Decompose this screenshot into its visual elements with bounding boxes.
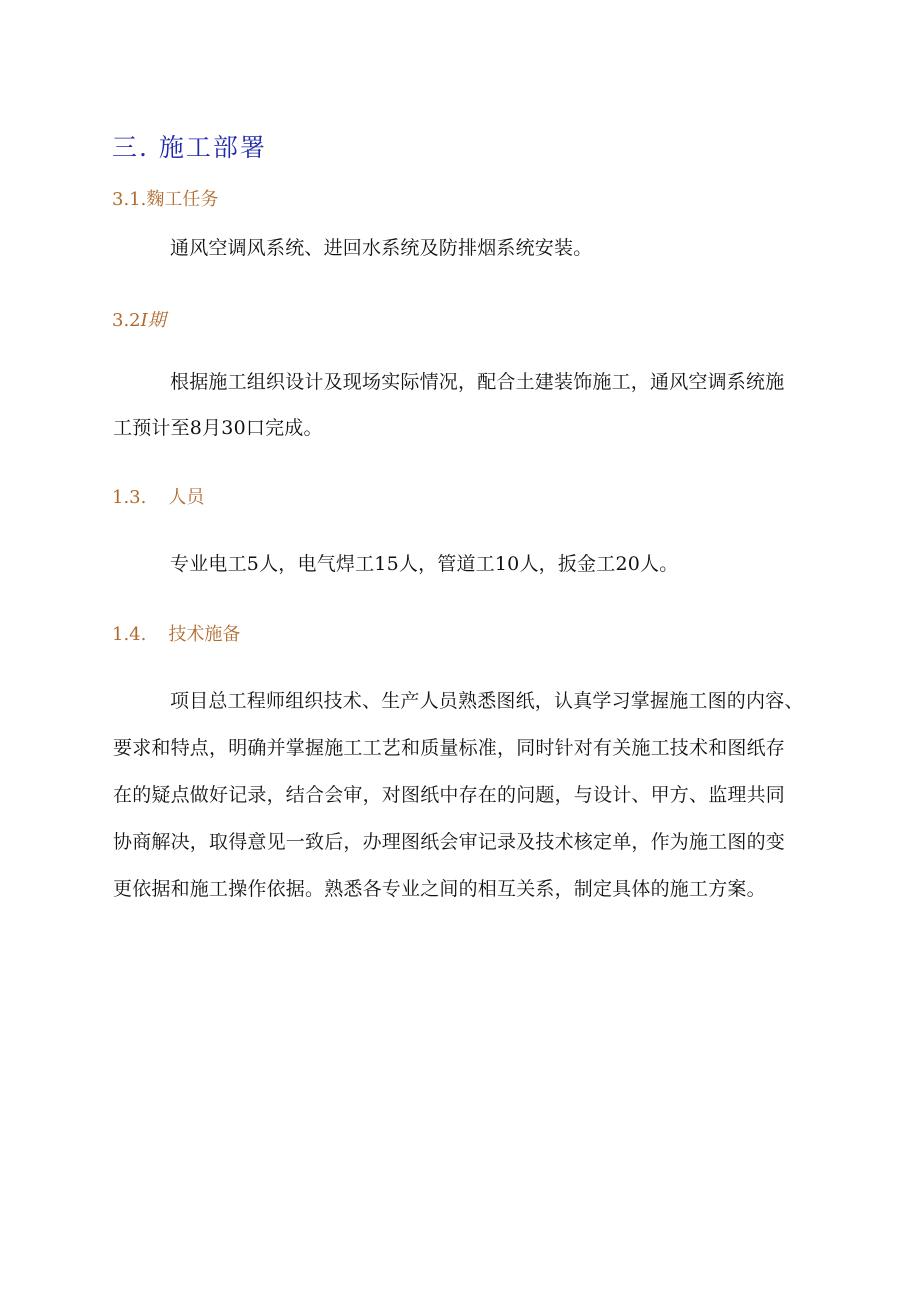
section-heading-1-4 — [112, 620, 240, 646]
section-heading-3-1 — [112, 185, 218, 211]
paragraph-line: 在的疑点做好记录，结合会审，对图纸中存在的问题，与设计、甲方、监理共同 — [113, 784, 786, 806]
section-number: 1.4. — [112, 624, 147, 645]
chapter-title: 三. 施工部署 — [112, 133, 267, 162]
section-title: 人员 — [168, 487, 205, 508]
paragraph-line: 协商解决，取得意见一致后，办理图纸会审记录及技术核定单，作为施工图的变 — [113, 831, 786, 853]
paragraph-line: 要求和特点，明确并掌握施工工艺和质量标准，同时针对有关施工技术和图纸存 — [113, 737, 786, 759]
paragraph-line: 专业电工5人，电气焊工15人，管道工10人，扳金工20人。 — [170, 553, 679, 575]
section-number: 3.2 — [112, 310, 141, 331]
paragraph-line: 根据施工组织设计及现场实际情况，配合土建装饰施工，通风空调系统施 — [170, 371, 785, 393]
section-title: I期 — [140, 310, 166, 331]
section-title: 麴工任务 — [146, 189, 219, 210]
section-heading-1-3 — [112, 483, 204, 509]
paragraph-line: 更依据和施工操作依据。熟悉各专业之间的相互关系，制定具体的施工方案。 — [113, 878, 766, 900]
section-number: 3.1. — [112, 189, 147, 210]
paragraph-line: 工预计至8月30口完成。 — [113, 417, 323, 439]
paragraph-line: 项目总工程师组织技术、生产人员熟悉图纸，认真学习掌握施工图的内容、 — [170, 690, 804, 712]
section-heading-3-2 — [112, 306, 166, 332]
section-number: 1.3. — [112, 487, 147, 508]
section-title: 技术施备 — [168, 624, 241, 645]
paragraph-line: 通风空调风系统、进回水系统及防排烟系统安装。 — [170, 237, 593, 259]
